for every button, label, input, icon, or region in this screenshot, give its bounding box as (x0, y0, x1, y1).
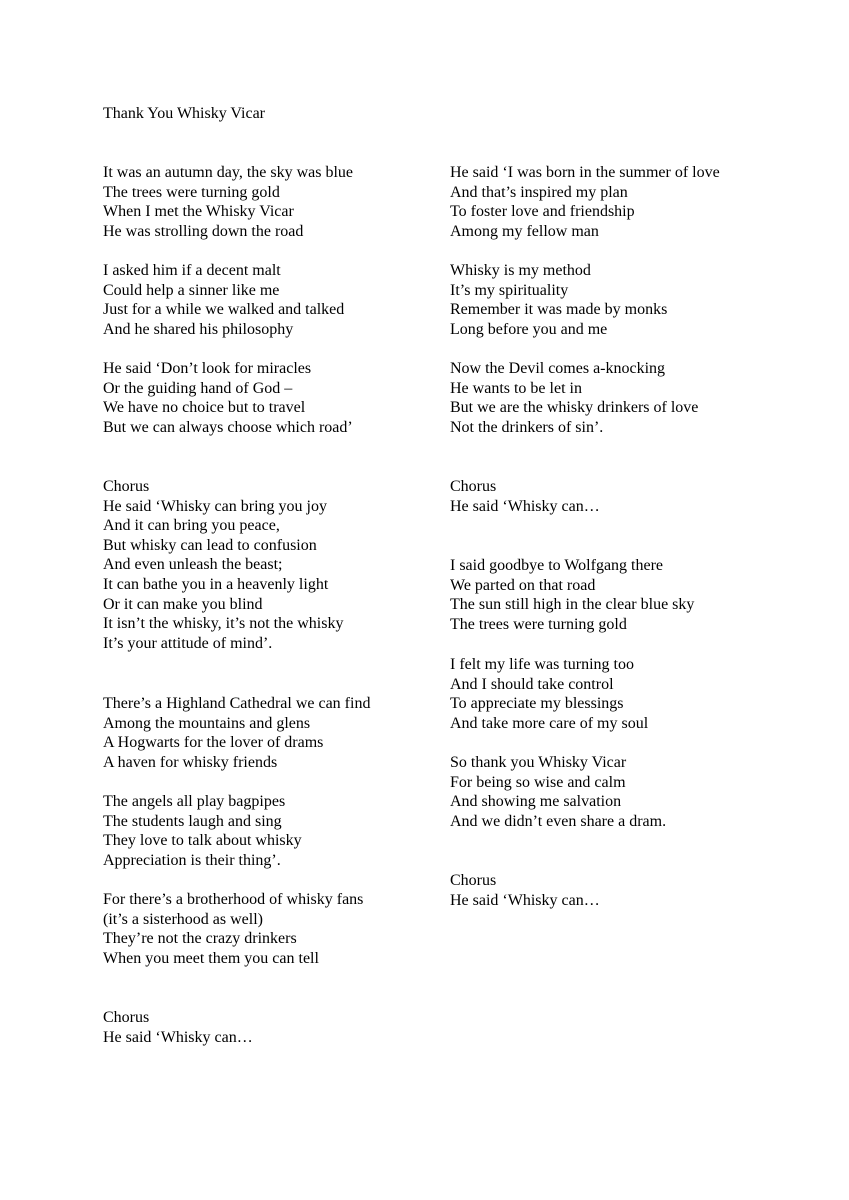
lyric-line: Not the drinkers of sin’. (450, 418, 604, 436)
lyric-line: Just for a while we walked and talked (103, 301, 345, 319)
verse-5 (103, 792, 302, 870)
lyric-line: They love to talk about whisky (103, 832, 302, 850)
lyric-line: He wants to be let in (450, 379, 582, 397)
lyric-line: A haven for whisky friends (103, 753, 278, 771)
lyric-line: Whisky is my method (450, 262, 591, 279)
lyric-line: And showing me salvation (450, 793, 622, 811)
lyric-line: Among the mountains and glens (103, 714, 311, 732)
lyric-line: He said ‘Whisky can… (450, 891, 600, 909)
lyric-line: And he shared his philosophy (103, 320, 294, 338)
verse-11 (450, 655, 648, 733)
chorus-short (450, 871, 600, 910)
chorus-label: Chorus (103, 478, 150, 495)
lyric-line: For there’s a brotherhood of whisky fans (103, 891, 364, 908)
lyric-line: A Hogwarts for the lover of drams (103, 734, 324, 752)
lyric-line: When you meet them you can tell (103, 949, 319, 967)
lyric-line: It was an autumn day, the sky was blue (103, 164, 354, 181)
lyric-line: The trees were turning gold (450, 615, 627, 633)
chorus-label: Chorus (450, 872, 497, 889)
song-title: Thank You Whisky Vicar (103, 105, 265, 122)
chorus-short (103, 1008, 253, 1047)
chorus-label: Chorus (450, 478, 497, 495)
verse-9 (450, 359, 698, 437)
lyric-line: I said goodbye to Wolfgang there (450, 557, 664, 574)
lyric-line: Or it can make you blind (103, 595, 263, 613)
lyric-line: He was strolling down the road (103, 222, 304, 240)
verse-12 (450, 753, 666, 831)
lyric-line: The sun still high in the clear blue sky (450, 596, 695, 614)
chorus-short (450, 477, 600, 516)
lyric-line: He said ‘Whisky can… (103, 1028, 253, 1046)
lyric-line: And even unleash the beast; (103, 556, 283, 574)
lyric-line: But we are the whisky drinkers of love (450, 399, 699, 417)
lyric-line: It isn’t the whisky, it’s not the whisky (103, 615, 344, 633)
lyric-line: To foster love and friendship (450, 203, 635, 221)
lyric-line: He said ‘Whisky can… (450, 497, 600, 515)
lyric-line: But we can always choose which road’ (103, 418, 353, 436)
verse-1 (103, 163, 353, 241)
verse-6 (103, 890, 363, 968)
lyric-line: (it’s a sisterhood as well) (103, 910, 263, 928)
lyric-line: Among my fellow man (450, 222, 599, 240)
lyric-line: And we didn’t even share a dram. (450, 812, 667, 830)
verse-8 (450, 261, 667, 339)
lyric-line: The students laugh and sing (103, 812, 282, 830)
lyric-line: But whisky can lead to confusion (103, 536, 317, 554)
lyric-line: Or the guiding hand of God – (103, 379, 293, 397)
lyric-line: There’s a Highland Cathedral we can find (103, 695, 371, 712)
lyric-line: Could help a sinner like me (103, 281, 280, 299)
chorus-full (103, 477, 343, 653)
lyric-line: He said ‘Don’t look for miracles (103, 360, 312, 377)
lyric-line: And that’s inspired my plan (450, 183, 628, 201)
lyric-line: Appreciation is their thing’. (103, 851, 281, 869)
lyric-line: We have no choice but to travel (103, 399, 306, 417)
verse-10 (450, 556, 694, 634)
lyric-line: For being so wise and calm (450, 773, 626, 791)
lyric-line: And it can bring you peace, (103, 517, 280, 535)
lyric-line: To appreciate my blessings (450, 695, 624, 713)
lyric-line: Long before you and me (450, 320, 608, 338)
lyric-line: I felt my life was turning too (450, 656, 634, 673)
lyric-line: Remember it was made by monks (450, 301, 668, 319)
lyric-line: It can bathe you in a heavenly light (103, 575, 329, 593)
lyric-line: The trees were turning gold (103, 183, 280, 201)
lyric-line: The angels all play bagpipes (103, 793, 286, 810)
lyric-line: He said ‘I was born in the summer of love (450, 164, 720, 181)
lyric-line: Now the Devil comes a-knocking (450, 360, 666, 377)
lyric-line: I asked him if a decent malt (103, 262, 281, 279)
verse-2 (103, 261, 344, 339)
lyric-line: So thank you Whisky Vicar (450, 754, 627, 771)
lyric-line: It’s your attitude of mind’. (103, 634, 273, 652)
lyric-line: And I should take control (450, 675, 614, 693)
chorus-label: Chorus (103, 1009, 150, 1026)
verse-3 (103, 359, 353, 437)
lyric-line: When I met the Whisky Vicar (103, 203, 294, 221)
lyric-line: They’re not the crazy drinkers (103, 930, 297, 948)
lyric-line: He said ‘Whisky can bring you joy (103, 497, 327, 515)
lyric-line: We parted on that road (450, 576, 596, 594)
lyric-line: And take more care of my soul (450, 714, 649, 732)
verse-7 (450, 163, 720, 241)
lyric-line: It’s my spirituality (450, 281, 569, 299)
verse-4 (103, 694, 370, 772)
